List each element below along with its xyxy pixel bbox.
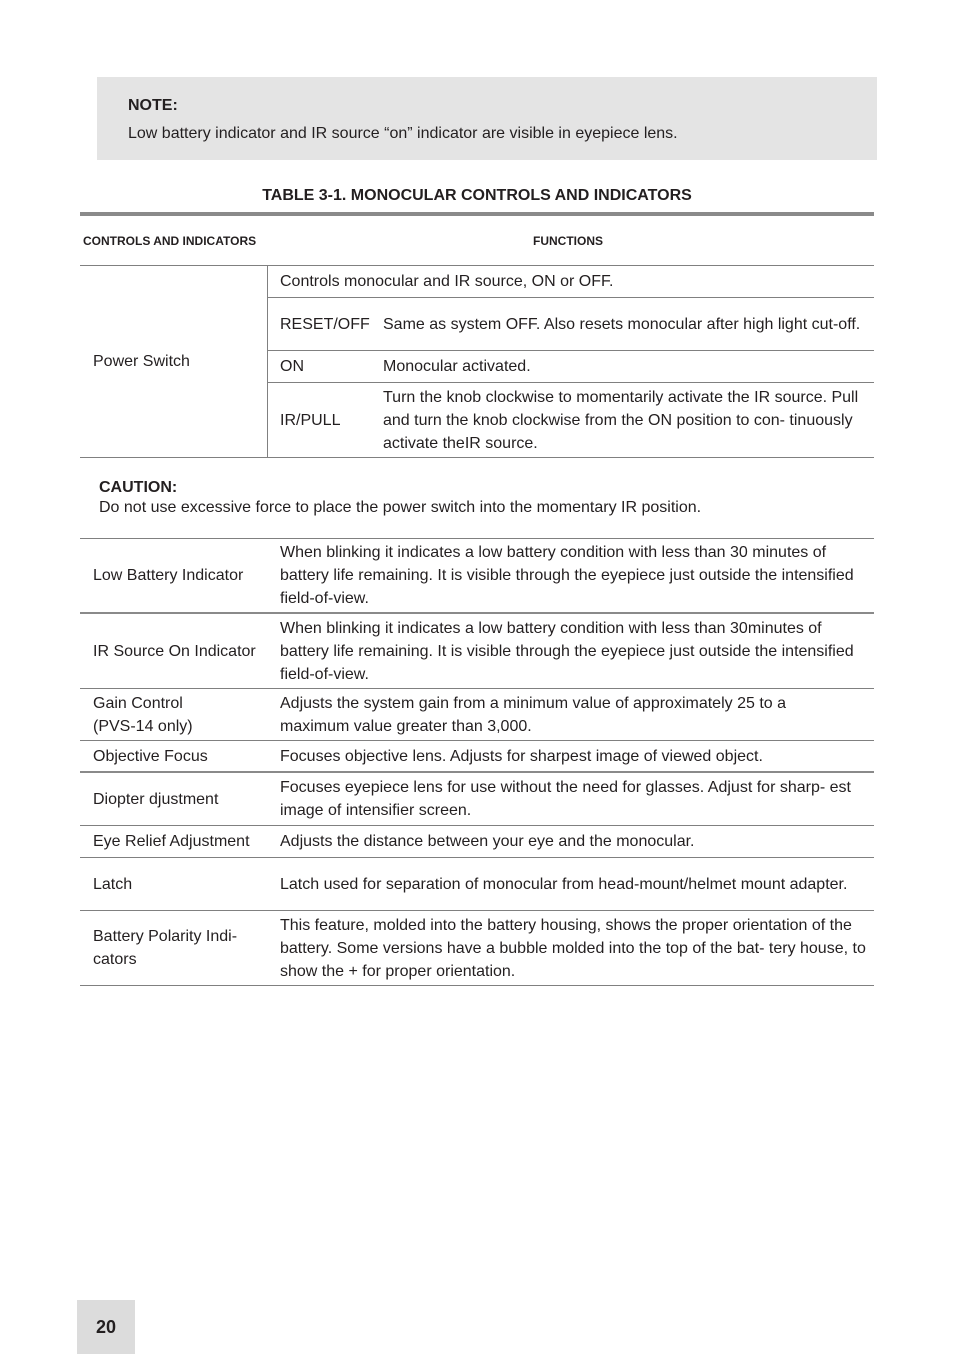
row-desc: This feature, molded into the battery housing, shows the proper orientation of the battery. Some versions have a bubble molded into the top of the bat- tery house, to show the + for proper orientation. bbox=[280, 916, 866, 980]
header-controls: CONTROLS AND INDICATORS bbox=[83, 234, 257, 248]
power-switch-summary: Controls monocular and IR source, ON or OFF. bbox=[280, 273, 614, 290]
row-label: Eye Relief Adjustment bbox=[93, 833, 250, 850]
ir-pull-label: IR/PULL bbox=[280, 411, 341, 429]
header-functions: FUNCTIONS bbox=[533, 234, 603, 248]
on-desc: Monocular activated. bbox=[383, 358, 531, 375]
row-desc: Adjusts the system gain from a minimum value of approximately 25 to a maximum value greater than 3,000. bbox=[280, 694, 786, 735]
ir-pull-desc: Turn the knob clockwise to momentarily activate the IR source. Pull and turn the knob clockwise from the ON position to con- tinuously activate theIR source. bbox=[383, 388, 859, 452]
column-divider bbox=[267, 266, 268, 458]
row-desc: Focuses eyepiece lens for use without the need for glasses. Adjust for sharp- est image of intensifier screen. bbox=[280, 779, 851, 819]
row-label: Diopter djustment bbox=[93, 790, 219, 808]
row-desc: Latch used for separation of monocular from head-mount/helmet mount adapter. bbox=[280, 875, 848, 893]
caution-title: CAUTION: bbox=[99, 479, 178, 496]
caution-body: Do not use excessive force to place the power switch into the momentary IR position. bbox=[99, 499, 702, 516]
row-label: Low Battery Indicator bbox=[93, 567, 244, 584]
table-bottom-rule bbox=[80, 985, 874, 986]
row-label: Battery Polarity Indi- cators bbox=[93, 928, 238, 968]
note-title: NOTE: bbox=[128, 97, 178, 114]
row-label: Objective Focus bbox=[93, 747, 208, 765]
note-box bbox=[97, 77, 877, 160]
row-desc: Focuses objective lens. Adjusts for sharpest image of viewed object. bbox=[280, 747, 763, 765]
divider bbox=[80, 457, 874, 458]
row-label: Latch bbox=[93, 875, 133, 893]
row-label: Gain Control (PVS-14 only) bbox=[93, 694, 193, 735]
table-title: TABLE 3-1. MONOCULAR CONTROLS AND INDICATORS bbox=[262, 187, 692, 204]
reset-off-desc: Same as system OFF. Also resets monocular after high light cut-off. bbox=[383, 315, 861, 333]
reset-off-label: RESET/OFF bbox=[280, 315, 370, 333]
on-label: ON bbox=[280, 358, 304, 375]
page-number: 20 bbox=[77, 1300, 135, 1354]
row-desc: When blinking it indicates a low battery condition with less than 30minutes of battery life remaining. It is visible through the eyepiece just outside the intensified field-of-view. bbox=[280, 619, 854, 683]
table-top-rule bbox=[80, 212, 874, 216]
note-body: Low battery indicator and IR source “on” indicator are visible in eyepiece lens. bbox=[128, 125, 678, 142]
row-label: IR Source On Indicator bbox=[93, 642, 256, 660]
row-desc: Adjusts the distance between your eye and the monocular. bbox=[280, 833, 695, 850]
row-desc: When blinking it indicates a low battery condition with less than 30 minutes of battery life remaining. It is visible through the eyepiece just outside the intensified field-of-view. bbox=[280, 544, 854, 607]
power-switch-label: Power Switch bbox=[93, 353, 190, 370]
